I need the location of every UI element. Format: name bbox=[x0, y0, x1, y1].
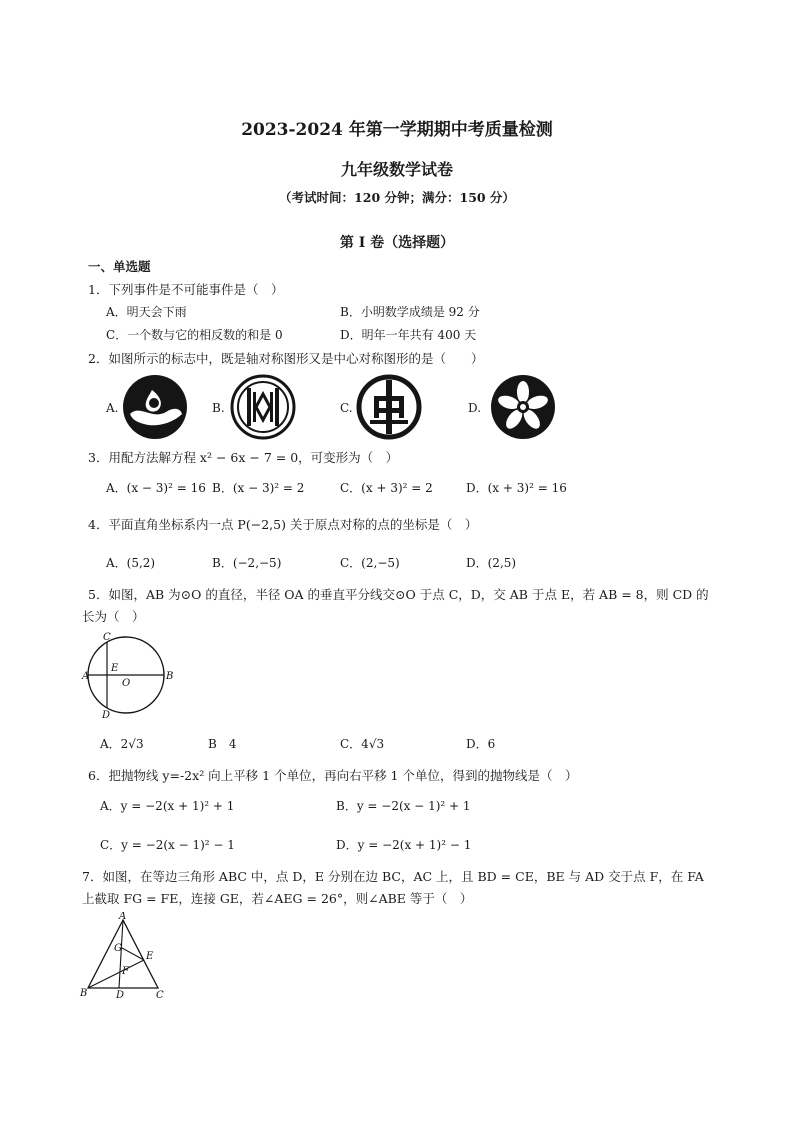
question-5-option-b: B 4 bbox=[208, 737, 237, 751]
question-4-option-c: C．(2,−5) bbox=[340, 556, 400, 570]
question-5-stem-line-1: 5．如图，AB 为⊙O 的直径，半径 OA 的垂直平分线交⊙O 于点 C，D，交 AB 于点 E，若 AB = 8，则 CD 的 bbox=[88, 587, 709, 602]
question-4-stem: 4．平面直角坐标系内一点 P(−2,5) 关于原点对称的点的坐标是（ ） bbox=[88, 517, 478, 532]
question-3-option-b: B．(x − 3)² = 2 bbox=[212, 481, 305, 495]
point-b-label: B bbox=[80, 988, 88, 999]
point-f-label: F bbox=[122, 966, 129, 977]
exam-note: （考试时间：120 分钟；满分：150 分） bbox=[279, 190, 515, 205]
logo-a-image bbox=[122, 374, 188, 440]
question-3-option-d: D．(x + 3)² = 16 bbox=[466, 481, 567, 495]
point-o-label: O bbox=[122, 678, 131, 689]
logo-d-image bbox=[490, 374, 556, 440]
question-3-option-a: A．(x − 3)² = 16 bbox=[106, 481, 206, 495]
point-c-label: C bbox=[103, 632, 111, 643]
point-c-label: C bbox=[156, 990, 164, 1001]
question-5-option-a: A．2√3 bbox=[100, 737, 144, 751]
question-6-option-a: A．y = −2(x + 1)² + 1 bbox=[100, 799, 235, 813]
question-1-option-a: A．明天会下雨 bbox=[106, 305, 187, 319]
triangle-figure bbox=[78, 912, 178, 1002]
exam-subtitle: 九年级数学试卷 bbox=[340, 160, 453, 179]
question-1-stem: 1．下列事件是不可能事件是（ ） bbox=[88, 282, 284, 297]
logo-b-image bbox=[230, 374, 296, 440]
question-4-option-b: B．(−2,−5) bbox=[212, 556, 282, 570]
question-1-option-c: C．一个数与它的相反数的和是 0 bbox=[106, 328, 283, 342]
question-7-stem-line-2: 上截取 FG = FE，连接 GE，若∠AEG = 26°，则∠ABE 等于（ ） bbox=[82, 891, 473, 906]
point-d-label: D bbox=[116, 990, 125, 1001]
logo-c-image bbox=[356, 374, 422, 440]
point-b-label: B bbox=[166, 671, 174, 682]
question-7-stem-line-1: 7．如图，在等边三角形 ABC 中，点 D，E 分别在边 BC，AC 上，且 BD = CE，BE 与 AD 交于点 F，在 FA bbox=[82, 869, 704, 884]
point-e-label: E bbox=[146, 951, 154, 962]
question-3-option-c: C．(x + 3)² = 2 bbox=[340, 481, 433, 495]
question-1-option-b: B．小明数学成绩是 92 分 bbox=[340, 305, 480, 319]
part-title: 第 I 卷（选择题） bbox=[339, 235, 455, 251]
point-d-label: D bbox=[102, 710, 111, 720]
question-5-stem-line-2: 长为（ ） bbox=[82, 609, 145, 624]
point-a-label: A bbox=[119, 912, 127, 922]
question-6-stem: 6．把抛物线 y=-2x² 向上平移 1 个单位，再向右平移 1 个单位，得到的抛物线是（ ） bbox=[88, 768, 578, 783]
question-2-option-a: A. bbox=[106, 401, 119, 415]
question-4-option-d: D．(2,5) bbox=[466, 556, 517, 570]
segment-be bbox=[88, 960, 144, 988]
section-heading: 一、单选题 bbox=[88, 259, 151, 274]
point-g-label: G bbox=[114, 943, 122, 954]
exam-title: 2023-2024 年第一学期期中考质量检测 bbox=[241, 120, 553, 140]
question-5-option-c: C．4√3 bbox=[340, 737, 385, 751]
point-a-label: A bbox=[82, 671, 90, 682]
question-4-option-a: A．(5,2) bbox=[106, 556, 156, 570]
question-6-option-b: B．y = −2(x − 1)² + 1 bbox=[336, 799, 471, 813]
question-5-option-d: D．6 bbox=[466, 737, 496, 751]
circle-figure bbox=[80, 630, 180, 720]
question-1-option-d: D．明年一年共有 400 天 bbox=[340, 328, 477, 342]
question-2-stem: 2．如图所示的标志中，既是轴对称图形又是中心对称图形的是（ ） bbox=[88, 351, 484, 366]
question-2-option-b: B. bbox=[212, 401, 225, 415]
point-e-label: E bbox=[111, 663, 119, 674]
question-2-option-d: D. bbox=[468, 401, 482, 415]
question-3-stem: 3．用配方法解方程 x² − 6x − 7 = 0，可变形为（ ） bbox=[88, 450, 399, 465]
question-6-option-d: D．y = −2(x + 1)² − 1 bbox=[336, 838, 472, 852]
question-2-option-c: C. bbox=[340, 401, 353, 415]
segment-ad bbox=[119, 920, 123, 988]
question-6-option-c: C．y = −2(x − 1)² − 1 bbox=[100, 838, 235, 852]
